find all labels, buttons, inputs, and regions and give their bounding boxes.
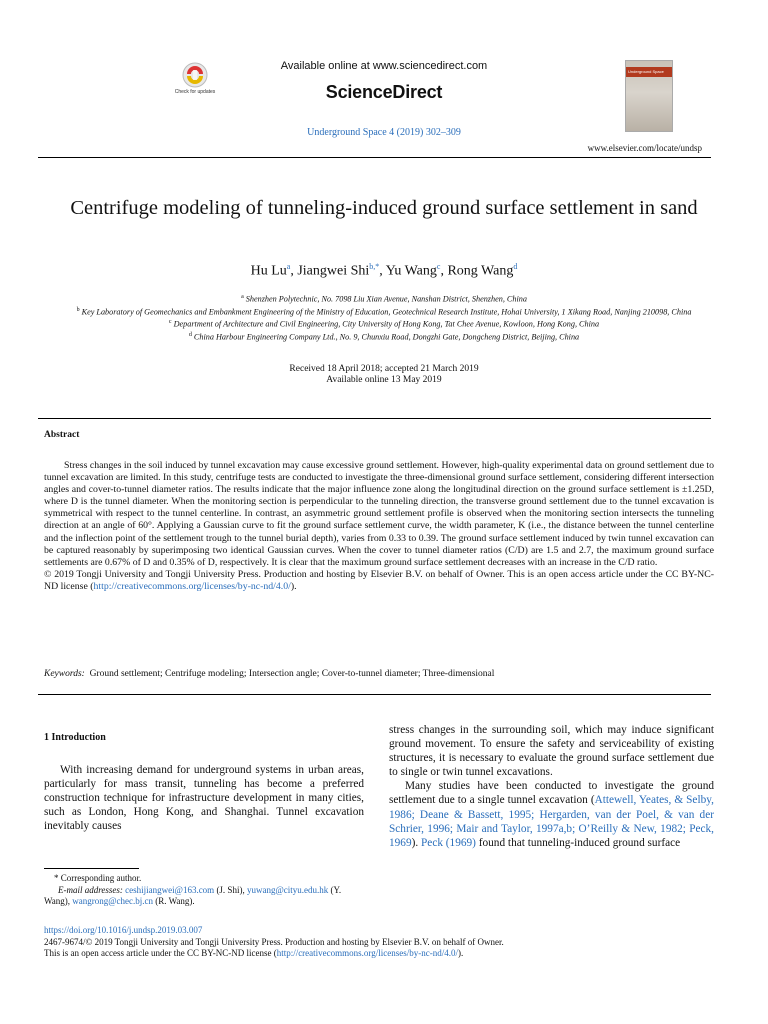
elsevier-url[interactable]: www.elsevier.com/locate/undsp xyxy=(587,143,702,153)
footnote xyxy=(44,873,369,908)
author-mark[interactable]: b,* xyxy=(369,262,380,271)
page-footer xyxy=(44,925,724,960)
oa-text: This is an open access article under the CC BY-NC-ND license ( xyxy=(44,948,277,958)
affiliation-mark: d xyxy=(188,332,192,339)
keywords-label: Keywords: xyxy=(44,669,85,679)
sciencedirect-logo[interactable]: ScienceDirect xyxy=(325,82,443,102)
keywords-text: Ground settlement; Centrifuge modeling; Intersection angle; Cover-to-tunnel diameter; Three-dimensional xyxy=(89,669,495,679)
affiliation-text: Shenzhen Polytechnic, No. 7098 Liu Xian Avenue, Nanshan District, Shenzhen, China xyxy=(245,294,527,304)
affiliation xyxy=(45,317,723,330)
citation-links[interactable]: Attewell, Yeates, & Selby, 1986; Deane & Bassett, 1995; Hergarden, van der Poel, & van der Schrier, 1996; Mair and Taylor, 1997a,b; O’Reilly & New, 1982; Peck, 1969 xyxy=(389,794,714,849)
author-sep: , xyxy=(379,263,386,279)
citation-link[interactable]: Peck (1969) xyxy=(421,836,476,849)
affiliation-mark: c xyxy=(168,319,172,326)
corresponding-author: * Corresponding author. xyxy=(54,873,142,883)
affiliation-text: China Harbour Engineering Company Ltd., No. 9, Chunxiu Road, Dongzhi Gate, Dongcheng District, Beijing, China xyxy=(193,332,580,342)
left-column xyxy=(44,731,364,834)
affiliation-text: Department of Architecture and Civil Engineering, City University of Hong Kong, Tat Chee Avenue, Kowloon, Hong Kong, China xyxy=(173,320,600,330)
article-dates xyxy=(0,364,768,386)
crossmark-caption: Check for updates xyxy=(174,89,216,95)
license-link[interactable]: http://creativecommons.org/licenses/by-nc-nd/4.0/ xyxy=(276,948,458,958)
paragraph-text: found that tunneling-induced ground surface xyxy=(475,836,681,849)
author-name: Jiangwei Shi xyxy=(297,263,370,279)
email-label: E-mail addresses: xyxy=(58,884,123,895)
affiliation-mark: a xyxy=(241,294,244,300)
email-link[interactable]: wangrong@chec.bj.cn xyxy=(72,896,154,906)
issn-line: 2467-9674/© 2019 Tongji University and Tongji University Press. Production and hosting by Elsevier B.V. on behalf of Owner. xyxy=(44,936,504,947)
author-name: Yu Wang xyxy=(385,263,437,279)
affiliation xyxy=(45,292,723,305)
intro-paragraph xyxy=(389,779,714,849)
paragraph-text: Many studies have been conducted to investigate the ground settlement due to a single tunnel excavation ( xyxy=(389,780,714,807)
author-list xyxy=(0,262,768,280)
affiliation xyxy=(45,330,723,343)
email-link[interactable]: ceshijiangwei@163.com xyxy=(125,884,215,895)
cover-title: Underground Space xyxy=(628,69,664,74)
copyright-suffix: ). xyxy=(290,580,297,592)
author-sep: , xyxy=(290,263,298,279)
author-mark[interactable]: d xyxy=(513,262,518,271)
available-online: Available online at www.sciencedirect.com xyxy=(280,60,488,72)
journal-cover[interactable] xyxy=(625,60,673,132)
intro-paragraph: With increasing demand for underground systems in urban areas, particularly for mass transit, tunneling has become a preferred construction technique for infrastructure development in many cities, such as London, Hong Kong, and Shanghai. Tunnel excavation inevitably causes xyxy=(44,764,364,833)
author-name: Rong Wang xyxy=(447,263,514,279)
email-owner: (Y. Wang), xyxy=(44,884,342,906)
affiliations xyxy=(45,292,723,343)
article-title: Centrifuge modeling of tunneling-induced ground surface settlement in sand xyxy=(70,197,698,219)
header-rule xyxy=(38,157,711,158)
right-column xyxy=(389,723,714,850)
abstract-text: Stress changes in the soil induced by tunnel excavation may cause excessive ground settlement. However, high-quality experimental data on ground settlement due to tunnel excavation are limited. In this study, centrifuge tests are conducted to investigate the three-dimensional ground surface settlement, considering different intersection angles and cover-to-tunnel diameter ratios. The results indicate that the major influence zone along the longitudinal direction on the ground surface settlement is ±1.25D, where D is the tunnel diameter. When the monitoring section is perpendicular to the tunneling direction, the transverse ground settlement due to the tunnel excavation is symmetrical with respect to the tunnel centerline. In contrast, an asymmetric ground settlement profile is observed when the monitoring section intersects the tunneling direction at an angle of 60°. Applying a Gaussian curve to fit the ground surface settlement curve, the width parameter, K (i.e., the distance between the tunnel centerline and the inflection point of the settlement trough to the tunnel burial depth), varies from 0.33 to 0.39. The ground surface settlement induced by twin tunnel excavation can be captured reasonably by superimposing two identical Gaussian curves. When the cover to tunnel diameter ratios (C/D) are 1.5 and 2.7, the maximum ground surface settlements are 0.67% of D and 0.35% of D, respectively. It is clear that the maximum ground surface settlement decreases with an increase in the C/D ratio. xyxy=(44,460,714,568)
oa-suffix: ). xyxy=(457,948,464,958)
section-heading: 1 Introduction xyxy=(44,732,106,743)
available-date: Available online 13 May 2019 xyxy=(326,375,442,385)
paragraph-text: ). xyxy=(411,836,422,849)
copyright-line xyxy=(44,569,714,593)
footnote-rule xyxy=(44,868,139,869)
doi-link[interactable]: https://doi.org/10.1016/j.undsp.2019.03.007 xyxy=(44,925,203,935)
copyright-text: © 2019 Tongji University and Tongji University Press. Production and hosting by Elsevier B.V. on behalf of Owner. This is an open access article under the CC BY-NC-ND license ( xyxy=(44,568,714,592)
affiliation-mark: b xyxy=(76,306,80,313)
keywords-rule xyxy=(38,694,711,695)
abstract-heading: Abstract xyxy=(44,430,80,440)
author-sep: , xyxy=(440,263,448,279)
affiliation-text: Key Laboratory of Geomechanics and Embankment Engineering of the Ministry of Education, Geotechnical Research Institute, Hohai University, 1 Xikang Road, Nanjing 210098, China xyxy=(81,307,692,317)
email-owner: (J. Shi), xyxy=(214,884,247,895)
keywords xyxy=(44,669,714,679)
author-name: Hu Lu xyxy=(250,263,287,279)
affiliation xyxy=(45,305,723,318)
intro-paragraph: stress changes in the surrounding soil, which may induce significant ground movement. To ensure the safety and serviceability of existing structures, it is necessary to evaluate the ground surface settlement due to single or twin tunnel excavations. xyxy=(389,724,714,779)
email-link[interactable]: yuwang@cityu.edu.hk xyxy=(246,884,329,895)
journal-reference[interactable]: Underground Space 4 (2019) 302–309 xyxy=(307,127,461,138)
received-date: Received 18 April 2018; accepted 21 March 2019 xyxy=(289,364,479,374)
author-mark[interactable]: a xyxy=(286,262,291,271)
author-mark[interactable]: c xyxy=(436,262,441,271)
license-link[interactable]: http://creativecommons.org/licenses/by-nc-nd/4.0/ xyxy=(93,580,291,592)
oa-line xyxy=(44,948,724,960)
email-owner: (R. Wang). xyxy=(153,896,195,906)
email-line xyxy=(44,885,369,908)
abstract-rule xyxy=(38,418,711,419)
abstract-body xyxy=(44,460,714,593)
